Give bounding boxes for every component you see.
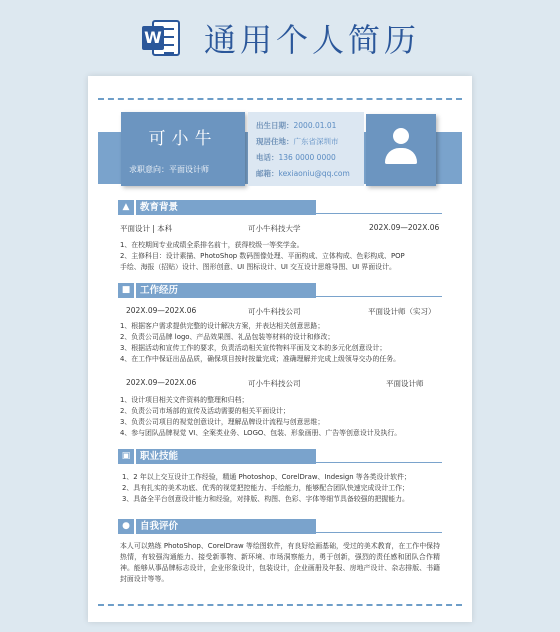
contact-info [248, 112, 364, 186]
banner-title: 通用个人简历 [203, 20, 420, 59]
word-badge: W [142, 26, 164, 50]
info-birth: 出生日期：2000.01.01 [256, 121, 337, 130]
section-title: 职业技能 [136, 449, 316, 464]
info-residence: 现居住地：广东省深圳市 [256, 137, 339, 146]
skills-details: 1、2 年以上交互设计工作经验，精通 Photoshop、CorelDraw、Indesign 等各类设计软件； 2、具有扎实的美术功底、优秀的视觉把控能力、手绘能力，能够配合团队快速完成设计工作； 3、具备全平台创意设计能力和经验，对排版、构图、色彩、字体等细节具备较强的把握能力。 [122, 473, 411, 503]
avatar-icon [385, 128, 417, 172]
section-title: 工作经历 [136, 283, 316, 298]
section-skills-header [118, 449, 442, 464]
info-email: 邮箱：kexiaoniu@qq.com [256, 169, 350, 178]
graduation-cap-icon: ▲ [118, 200, 134, 215]
evaluation-user-icon: ● [118, 519, 134, 534]
education-details: 1、在校期间专业成绩全系排名前十，获得校级一等奖学金。 2、主修科目：设计素描、PhotoShop 数码图像处理、平面构成、立体构成、色彩构成、POP 手绘、海报（招贴）设计、图形创意、UI 图标设计、UI 交互设计思维导图、UI 界面设计。 [120, 241, 405, 271]
job-intent: 求职意向：平面设计师 [129, 165, 209, 174]
bottom-dashed-divider [98, 604, 462, 606]
work-details-1: 1、根据客户需求提供完整的设计解决方案，并表达相关创意思路； 2、负责公司品牌 logo、产品效果图、礼品包装等材料的设计和修改； 3、根据活动和宣传工作的要求，负责活动相关宣传物料平面及文本的多元化创意设计； 4、在工作中保证出品品质，确保项目按时按量完成；准确理解并完成上级领导交办的任务。 [120, 322, 401, 363]
section-title: 教育背景 [136, 200, 316, 215]
candidate-name: 可小牛 [148, 129, 218, 149]
section-title: 自我评价 [136, 519, 316, 534]
photo-placeholder [366, 114, 436, 186]
resume-sheet: 可小牛 求职意向：平面设计师 出生日期：2000.01.01 现居住地：广东省深圳市 电话：136 0000 0000 邮箱：kexiaoniu@qq.com ▲ 教育背景 平面设计 | 本科 可小牛科技大学 202X.09—202X.06 1、在校期间专业成绩全系排名前十，获得校级一等奖学金。 2、主修科目：设计素描、PhotoShop 数码图像处理、平面构成、立体构成、色彩构成、POP 手绘、海报（招贴）设计、图形创意、UI 图标设计、UI 交互设计思维导图、UI 界面设计。 ■ 工作经历 202X.09—202X.06 可小牛科技公司 平面设计师（实习） 1、根据客户需求提供完整的设计解决方案，并表达相关创意思路； 2、负责公司品牌 logo、产品效果图、礼品包装等材料的设计和修改； 3、根据活动和宣传工作的要求，负责活动相关宣传物料平面及文本的多元化创意设计； 4、在工作中保证出品品质，确保项目按时按量完成；准确理解并完成上级领导交办的任务。 202X.09—202X.06 可小牛科技公司 平面设计师 1、设计项目相关文件资料的整理和归档； 2、负责公司市场部的宣传及活动需要的相关平面设计； 3、负责公司项目的视觉创意设计，理解品牌设计流程与创意思维； 4、参与团队品牌视觉 VI、全案类业务、LOGO、包装、形象画册、广告等创意设计及执行。 ▣ 职业技能 1、2 年以上交互设计工作经验，精通 Photoshop、CorelDraw、Indesign 等各类设计软件； 2、具有扎实的美术功底、优秀的视觉把控能力、手绘能力，能够配合团队快速完成设计工作； 3、具备全平台创意设计能力和经验，对排版、构图、色彩、字体等细节具备较强的把握能力。 ● 自我评价 本人可以熟练 PhotoShop、CorelDraw 等绘图软件，有良好绘画基础，受过的美术教育，在工作中保持热情，有较强沟通能力、接受新事物、新环境、市场洞察能力，勇于创新，强烈的责任感和团队合作精神。能够从事品牌标志设计，企业形象设计，包装设计，企业画册及年报、房地产设计、杂志排版、书籍封面设计等等。 [88, 76, 472, 622]
banner [0, 0, 560, 75]
section-evaluation-header [118, 519, 442, 534]
work-details-2: 1、设计项目相关文件资料的整理和归档； 2、负责公司市场部的宣传及活动需要的相关平面设计； 3、负责公司项目的视觉创意设计，理解品牌设计流程与创意思维； 4、参与团队品牌视觉 VI、全案类业务、LOGO、包装、形象画册、广告等创意设计及执行。 [120, 396, 402, 437]
briefcase-icon: ■ [118, 283, 134, 298]
word-icon [140, 16, 184, 60]
top-dashed-divider [98, 98, 462, 100]
info-phone: 电话：136 0000 0000 [256, 153, 336, 162]
section-work-header [118, 283, 442, 298]
skills-book-icon: ▣ [118, 449, 134, 464]
section-education-header [118, 200, 442, 215]
evaluation-text: 本人可以熟练 PhotoShop、CorelDraw 等绘图软件，有良好绘画基础，受过的美术教育，在工作中保持热情，有较强沟通能力、接受新事物、新环境、市场洞察能力，勇于创新，强烈的责任感和团队合作精神。能够从事品牌标志设计，企业形象设计，包装设计，企业画册及年报、房地产设计、杂志排版、书籍封面设计等等。 [120, 542, 440, 583]
name-card [121, 112, 245, 186]
